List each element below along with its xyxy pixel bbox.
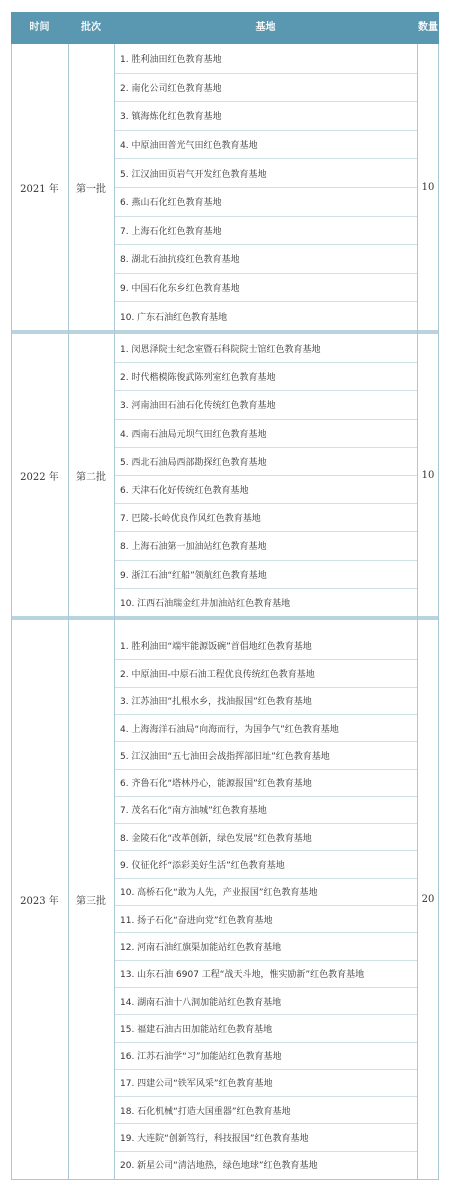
list-item: 12. 河南石油红旗渠加能站红色教育基地 xyxy=(114,932,417,959)
batch-cell: 第三批 xyxy=(76,896,106,907)
count-cell: 10 xyxy=(421,181,435,193)
education-base-table xyxy=(11,12,439,1180)
list-item: 1. 闵恩泽院士纪念室暨石科院院士馆红色教育基地 xyxy=(120,344,321,355)
list-item: 5. 西北石油局西部勘探红色教育基地 xyxy=(114,447,417,475)
column-divider xyxy=(68,44,69,1180)
column-divider xyxy=(417,44,418,1180)
list-item: 10. 江西石油瑞金红井加油站红色教育基地 xyxy=(114,588,417,616)
base-list xyxy=(114,44,417,330)
count-cell: 10 xyxy=(421,469,435,481)
list-item: 4. 上海海洋石油局“向海而行，为国争气”红色教育基地 xyxy=(114,714,417,741)
batch-cell: 第一批 xyxy=(76,183,106,195)
list-item: 10. 广东石油红色教育基地 xyxy=(114,301,417,330)
list-item: 20. 新星公司“清洁地热，绿色地球”红色教育基地 xyxy=(114,1151,417,1178)
list-item: 4. 中原油田普光气田红色教育基地 xyxy=(114,130,417,159)
list-item: 7. 上海石化红色教育基地 xyxy=(114,216,417,245)
list-item: 17. 四建公司“铁军风采”红色教育基地 xyxy=(114,1069,417,1096)
batch-group-2023 xyxy=(11,620,439,1180)
list-item: 6. 天津石化好传统红色教育基地 xyxy=(114,475,417,503)
list-item: 3. 江苏油田“扎根水乡，找油报国”红色教育基地 xyxy=(114,687,417,714)
list-item: 16. 江苏石油学“习”加能站红色教育基地 xyxy=(114,1042,417,1069)
year-cell: 2021 年 xyxy=(20,183,59,195)
list-item: 1. 胜利油田“端牢能源饭碗”首倡地红色教育基地 xyxy=(120,642,312,653)
list-item: 14. 湖南石油十八洞加能站红色教育基地 xyxy=(114,987,417,1014)
list-item: 7. 茂名石化“南方油城”红色教育基地 xyxy=(114,796,417,823)
list-item: 5. 江汉油田“五七油田会战指挥部旧址”红色教育基地 xyxy=(114,741,417,768)
year-cell: 2022 年 xyxy=(20,471,59,483)
list-item: 9. 中国石化东乡红色教育基地 xyxy=(114,273,417,302)
table-border-left xyxy=(11,44,12,1180)
list-item: 10. 高桥石化“敢为人先，产业报国”红色教育基地 xyxy=(114,878,417,905)
list-item: 6. 齐鲁石化“塔林丹心，能源报国”红色教育基地 xyxy=(114,769,417,796)
list-item: 4. 西南石油局元坝气田红色教育基地 xyxy=(114,419,417,447)
base-list xyxy=(114,334,417,616)
header-batch: 批次 xyxy=(81,22,101,33)
batch-cell: 第二批 xyxy=(76,471,106,483)
list-item: 9. 浙江石油“红船”领航红色教育基地 xyxy=(114,560,417,588)
list-item: 2. 南化公司红色教育基地 xyxy=(114,73,417,102)
list-item: 5. 江汉油田页岩气开发红色教育基地 xyxy=(114,158,417,187)
batch-group-2021 xyxy=(11,44,439,334)
list-item: 2. 中原油田-中原石油工程优良传统红色教育基地 xyxy=(114,659,417,686)
list-item: 18. 石化机械“打造大国重器”红色教育基地 xyxy=(114,1096,417,1123)
list-item: 8. 湖北石油抗疫红色教育基地 xyxy=(114,244,417,273)
list-item: 3. 河南油田石油石化传统红色教育基地 xyxy=(114,390,417,418)
list-item: 7. 巴陵-长岭优良作风红色教育基地 xyxy=(114,503,417,531)
list-item: 2. 时代楷模陈俊武陈列室红色教育基地 xyxy=(114,362,417,390)
list-item: 11. 扬子石化“奋进向党”红色教育基地 xyxy=(114,905,417,932)
list-item: 19. 大连院“创新笃行，科技报国”红色教育基地 xyxy=(114,1123,417,1150)
list-item: 9. 仪征化纤“添彩美好生活”红色教育基地 xyxy=(114,850,417,877)
list-item: 8. 金陵石化“改革创新，绿色发展”红色教育基地 xyxy=(114,823,417,850)
list-item: 6. 燕山石化红色教育基地 xyxy=(114,187,417,216)
base-list xyxy=(114,632,417,1178)
list-item: 3. 镇海炼化红色教育基地 xyxy=(114,101,417,130)
header-time: 时间 xyxy=(29,22,50,33)
header-base: 基地 xyxy=(255,22,276,33)
list-item: 15. 福建石油古田加能站红色教育基地 xyxy=(114,1014,417,1041)
header-count: 数量 xyxy=(418,22,438,33)
year-cell: 2023 年 xyxy=(20,896,59,907)
column-divider xyxy=(114,44,115,1180)
table-border-right xyxy=(438,44,439,1180)
batch-group-2022 xyxy=(11,334,439,620)
table-header xyxy=(11,12,439,44)
list-item: 1. 胜利油田红色教育基地 xyxy=(120,54,222,65)
count-cell: 20 xyxy=(421,894,435,905)
list-item: 13. 山东石油 6907 工程“战天斗地，惟实励新”红色教育基地 xyxy=(114,960,417,987)
list-item: 8. 上海石油第一加油站红色教育基地 xyxy=(114,531,417,559)
